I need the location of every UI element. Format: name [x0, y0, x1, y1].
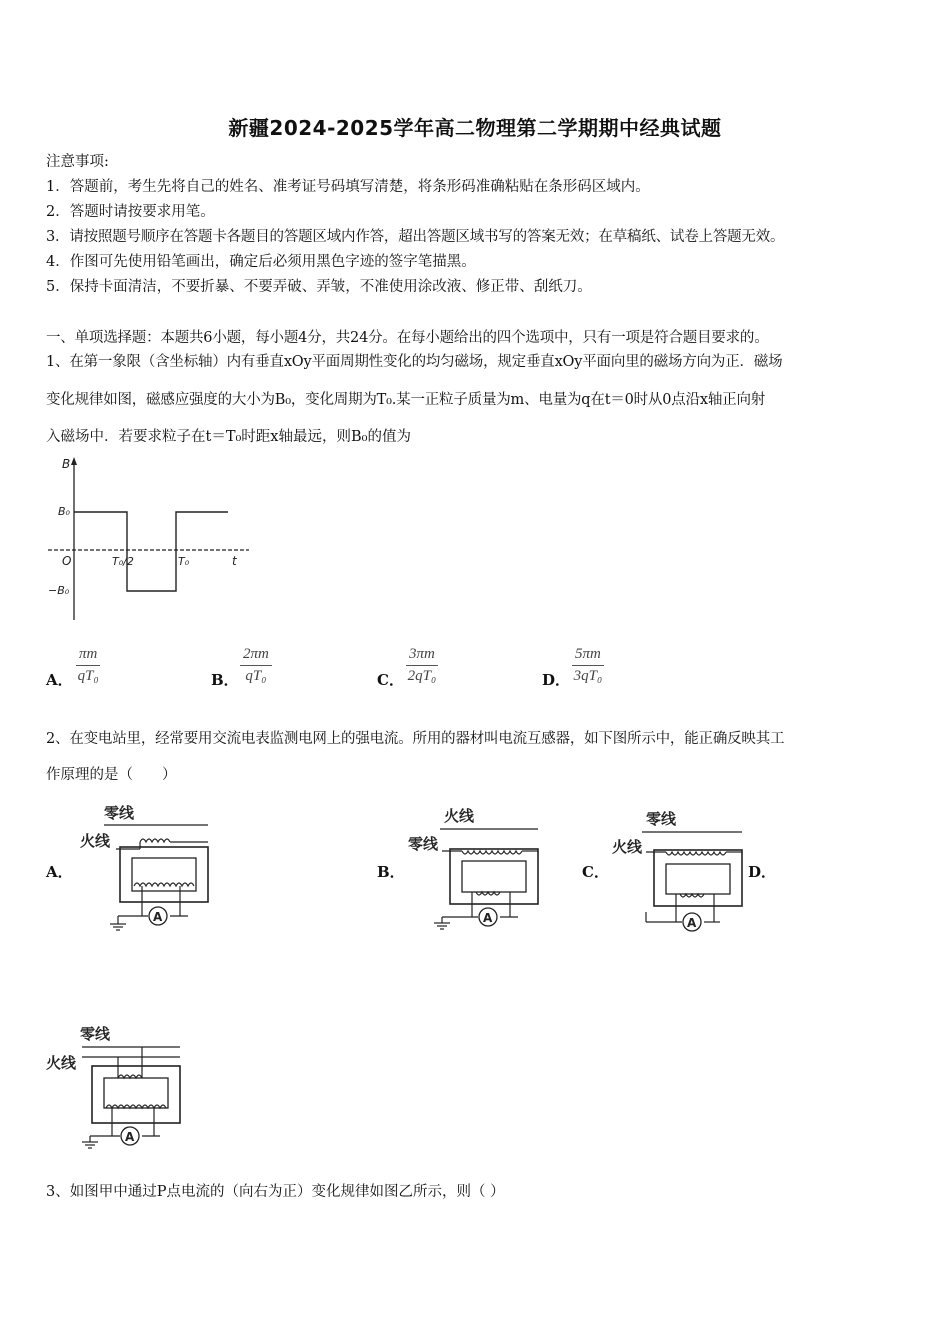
fraction-numerator: 3πm [406, 646, 438, 666]
question-1-line: 入磁场中．若要求粒子在t＝T₀时距x轴最远，则B₀的值为 [46, 429, 411, 445]
svg-text:火线: 火线 [46, 1054, 77, 1072]
transformer-diagram-c[interactable] [610, 806, 750, 936]
question-2-line: 2、在变电站里，经常要用交流电表监测电网上的强电流。所用的器材叫电流互感器，如下图所示中，能正确反映其工 [46, 731, 785, 747]
option-b-formula[interactable] [240, 646, 272, 685]
period-label: T₀ [178, 555, 190, 568]
option-a-label[interactable]: A． [46, 671, 73, 689]
option-d-label[interactable]: D． [748, 863, 777, 881]
svg-text:A: A [483, 911, 493, 925]
svg-text:零线: 零线 [104, 804, 135, 822]
transformer-diagram-d[interactable] [44, 1020, 194, 1152]
svg-text:A: A [153, 910, 163, 924]
b-axis-label: B [62, 457, 71, 471]
magnetic-field-graph [44, 455, 254, 625]
fraction-denominator: qT₀ [77, 668, 99, 684]
fraction-denominator: qT₀ [245, 668, 267, 684]
svg-text:火线: 火线 [444, 807, 475, 825]
option-d-formula[interactable] [572, 646, 604, 685]
question-1-line: 变化规律如图，磁感应强度的大小为B₀，变化周期为T₀.某一正粒子质量为m、电量为q在t＝0时从0点沿x轴正向射 [46, 392, 766, 408]
notice-item: 5．保持卡面清洁，不要折暴、不要弄破、弄皱，不准使用涂改液、修正带、刮纸刀。 [46, 279, 592, 295]
option-b-label[interactable]: B． [211, 671, 239, 689]
fraction-denominator: 3qT₀ [573, 668, 603, 684]
fraction-numerator: πm [76, 646, 100, 666]
svg-text:零线: 零线 [80, 1025, 111, 1043]
notice-item: 1．答题前，考生先将自己的姓名、准考证号码填写清楚，将条形码准确粘贴在条形码区域内。 [46, 179, 650, 195]
transformer-diagram-b[interactable] [406, 803, 546, 933]
notice-item: 2．答题时请按要求用笔。 [46, 204, 215, 220]
section-heading: 一、单项选择题：本题共6小题，每小题4分，共24分。在每小题给出的四个选项中，只有一项是符合题目要求的。 [46, 330, 769, 346]
b0-label: B₀ [58, 505, 70, 518]
question-1-line: 1、在第一象限（含坐标轴）内有垂直xOy平面周期性变化的均匀磁场，规定垂直xOy平面向里的磁场方向为正．磁场 [46, 354, 783, 370]
svg-text:零线: 零线 [408, 835, 439, 853]
notice-heading: 注意事项: [46, 154, 109, 170]
notice-item: 4．作图可先使用铅笔画出，确定后必须用黑色字迹的签字笔描黑。 [46, 254, 476, 270]
notice-item: 3．请按照题号顺序在答题卡各题目的答题区域内作答，超出答题区域书写的答案无效；在草稿纸、试卷上答题无效。 [46, 229, 785, 245]
page-title: 新疆2024-2025学年高二物理第二学期期中经典试题 [228, 116, 722, 140]
b-waveform [74, 512, 228, 591]
option-c-label[interactable]: C． [377, 671, 404, 689]
t-axis-label: t [232, 554, 237, 568]
svg-text:零线: 零线 [646, 810, 677, 828]
question-3-text: 3、如图甲中通过P点电流的（向右为正）变化规律如图乙所示，则（ ） [46, 1184, 505, 1200]
option-c-formula[interactable] [406, 646, 438, 685]
option-c-label[interactable]: C． [582, 863, 609, 881]
svg-text:火线: 火线 [612, 838, 643, 856]
neg-b0-label: −B₀ [48, 584, 70, 597]
fraction-denominator: 2qT₀ [407, 668, 437, 684]
option-a-label[interactable]: A． [46, 863, 73, 881]
b-axis-arrow [71, 457, 77, 465]
svg-text:A: A [125, 1130, 135, 1144]
option-d-label[interactable]: D． [542, 671, 571, 689]
transformer-diagram-a[interactable] [76, 798, 216, 932]
question-2-line: 作原理的是（ ） [46, 767, 177, 783]
svg-text:A: A [687, 916, 697, 930]
option-a-formula[interactable] [76, 646, 100, 685]
option-b-label[interactable]: B． [377, 863, 405, 881]
svg-text:火线: 火线 [80, 832, 111, 850]
fraction-numerator: 2πm [240, 646, 272, 666]
fraction-numerator: 5πm [572, 646, 604, 666]
origin-label: O [62, 554, 72, 568]
half-period-label: T₀/2 [112, 555, 134, 568]
